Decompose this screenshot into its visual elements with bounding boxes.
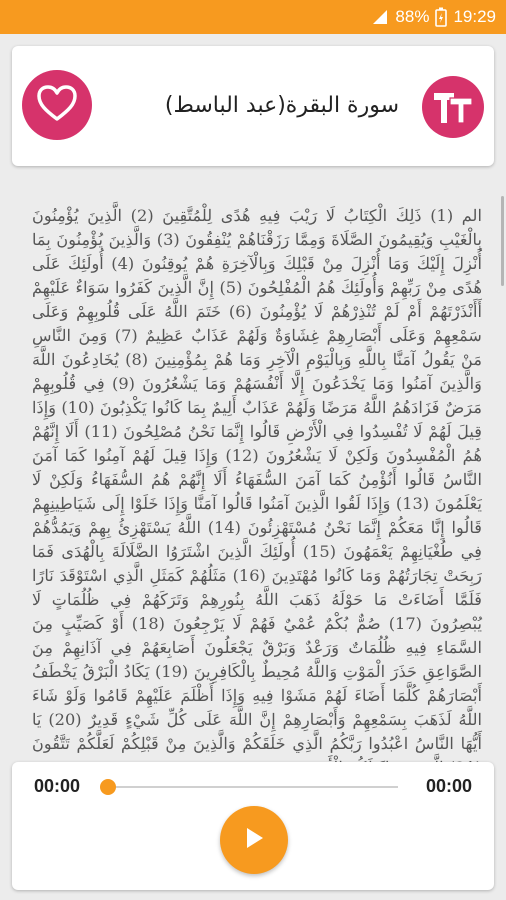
play-icon [242, 825, 266, 855]
battery-percent: 88% [395, 7, 430, 26]
tt-logo-icon [422, 76, 484, 138]
status-bar [0, 0, 506, 34]
seek-bar[interactable] [108, 786, 398, 788]
heart-icon [37, 85, 77, 125]
scrollbar[interactable] [501, 196, 504, 286]
header-card [12, 46, 494, 166]
clock: 19:29 [453, 7, 496, 26]
audio-player [12, 762, 494, 890]
elapsed-time: 00:00 [34, 776, 81, 796]
total-time: 00:00 [425, 776, 472, 796]
quran-text: الم (1) ذَلِكَ الْكِتَابُ لَا رَيْبَ فِيهِ هُدًى لِلْمُتَّقِينَ (2) الَّذِينَ يُؤْمِنُونَ بِالْغَيْبِ وَيُقِيمُونَ الصَّلَاةَ وَمِمَّا رَزَقْنَاهُمْ يُنْفِقُونَ (3) وَالَّذِينَ يُؤْمِنُونَ بِمَا أُنْزِلَ إِلَيْكَ وَمَا أُنْزِلَ مِنْ قَبْلِكَ وَبِالْآخِرَةِ هُمْ يُوقِنُونَ (4) أُولَئِكَ عَلَى هُدًى مِنْ رَبِّهِمْ وَأُولَئِكَ هُمُ الْمُفْلِحُونَ (5) إِنَّ الَّذِينَ كَفَرُوا سَوَاءٌ عَلَيْهِمْ أَأَنْذَرْتَهُمْ أَمْ لَمْ تُنْذِرْهُمْ لَا يُؤْمِنُونَ (6) خَتَمَ اللَّهُ عَلَى قُلُوبِهِمْ وَعَلَى سَمْعِهِمْ وَعَلَى أَبْصَارِهِمْ غِشَاوَةٌ وَلَهُمْ عَذَابٌ عَظِيمٌ (7) وَمِنَ النَّاسِ مَنْ يَقُولُ آمَنَّا بِاللَّهِ وَبِالْيَوْمِ الْآخِرِ وَمَا هُمْ بِمُؤْمِنِينَ (8) يُخَادِعُونَ اللَّهَ وَالَّذِينَ آمَنُوا وَمَا يَخْدَعُونَ إِلَّا أَنْفُسَهُمْ وَمَا يَشْعُرُونَ (9) فِي قُلُوبِهِمْ مَرَضٌ فَزَادَهُمُ اللَّهُ مَرَضًا وَلَهُمْ عَذَابٌ أَلِيمٌ بِمَا كَانُوا يَكْذِبُونَ (10) وَإِذَا قِيلَ لَهُمْ لَا تُفْسِدُوا فِي الْأَرْضِ قَالُوا إِنَّمَا نَحْنُ مُصْلِحُونَ (11) أَلَا إِنَّهُمْ هُمُ الْمُفْسِدُونَ وَلَكِنْ لَا يَشْعُرُونَ (12) وَإِذَا قِيلَ لَهُمْ آمِنُوا كَمَا آمَنَ النَّاسُ قَالُوا أَنُؤْمِنُ كَمَا آمَنَ السُّفَهَاءُ أَلَا إِنَّهُمْ هُمُ السُّفَهَاءُ وَلَكِنْ لَا يَعْلَمُونَ (13) وَإِذَا لَقُوا الَّذِينَ آمَنُوا قَالُوا آمَنَّا وَإِذَا خَلَوْا إِلَى شَيَاطِينِهِمْ قَالُوا إِنَّا مَعَكُمْ إِنَّمَا نَحْنُ مُسْتَهْزِئُونَ (14) اللَّهُ يَسْتَهْزِئُ بِهِمْ وَيَمُدُّهُمْ فِي طُغْيَانِهِمْ يَعْمَهُونَ (15) أُولَئِكَ الَّذِينَ اشْتَرَوُا الضَّلَالَةَ بِالْهُدَى فَمَا رَبِحَتْ تِجَارَتُهُمْ وَمَا كَانُوا مُهْتَدِينَ (16) مَثَلُهُمْ كَمَثَلِ الَّذِي اسْتَوْقَدَ نَارًا فَلَمَّا أَضَاءَتْ مَا حَوْلَهُ ذَهَبَ اللَّهُ بِنُورِهِمْ وَتَرَكَهُمْ فِي ظُلُمَاتٍ لَا يُبْصِرُونَ (17) صُمٌّ بُكْمٌ عُمْيٌ فَهُمْ لَا يَرْجِعُونَ (18) أَوْ كَصَيِّبٍ مِنَ السَّمَاءِ فِيهِ ظُلُمَاتٌ وَرَعْدٌ وَبَرْقٌ يَجْعَلُونَ أَصَابِعَهُمْ فِي آذَانِهِمْ مِنَ الصَّوَاعِقِ حَذَرَ الْمَوْتِ وَاللَّهُ مُحِيطٌ بِالْكَافِرِينَ (19) يَكَادُ الْبَرْقُ يَخْطَفُ أَبْصَارَهُمْ كُلَّمَا أَضَاءَ لَهُمْ مَشَوْا فِيهِ وَإِذَا أَظْلَمَ عَلَيْهِمْ قَامُوا وَلَوْ شَاءَ اللَّهُ لَذَهَبَ بِسَمْعِهِمْ وَأَبْصَارِهِمْ إِنَّ اللَّهَ عَلَى كُلِّ شَيْءٍ قَدِيرٌ (20) يَا أَيُّهَا النَّاسُ اعْبُدُوا رَبَّكُمُ الَّذِي خَلَقَكُمْ وَالَّذِينَ مِنْ قَبْلِكُمْ لَعَلَّكُمْ تَتَّقُونَ [32, 206, 483, 753]
battery-icon [435, 7, 447, 27]
quran-text-area[interactable] [0, 176, 506, 754]
play-button[interactable] [220, 806, 288, 874]
wifi-icon [371, 9, 389, 25]
page-title: سورة البقرة(عبد الباسط) [164, 93, 399, 118]
seek-thumb[interactable] [100, 779, 116, 795]
favorite-button[interactable] [22, 70, 92, 140]
